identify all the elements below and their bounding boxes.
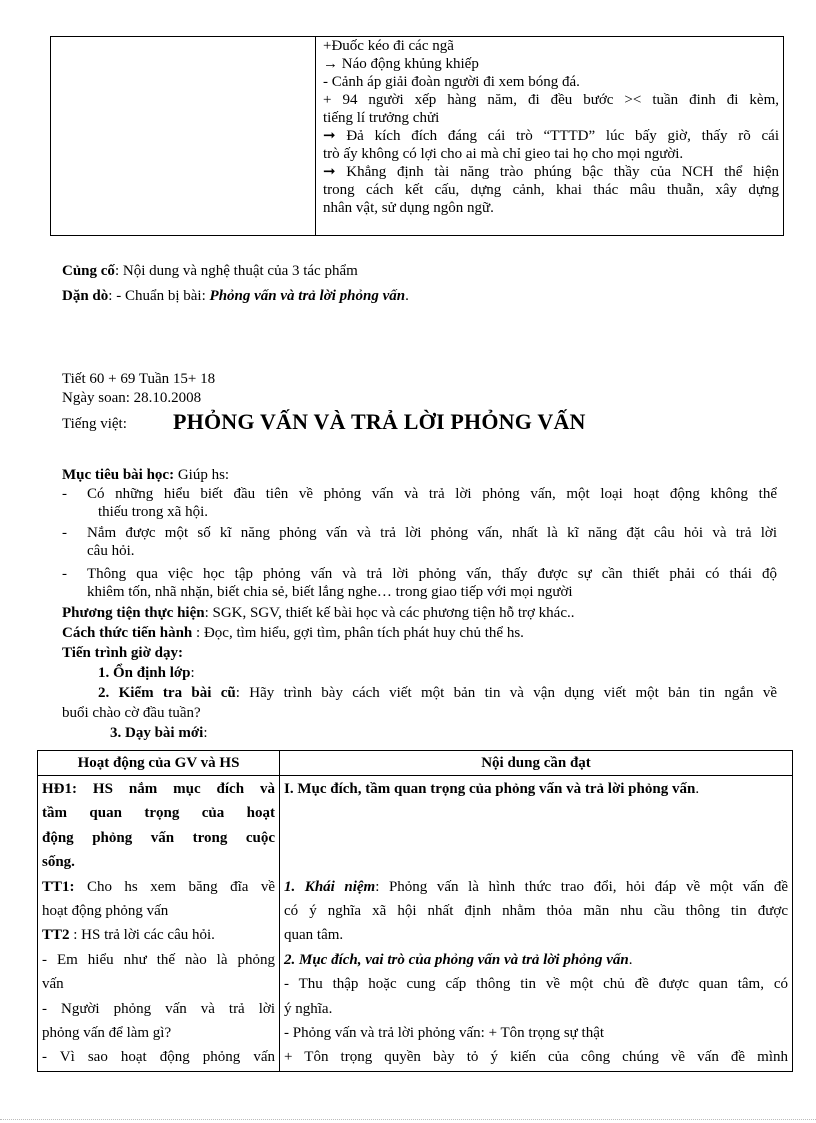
tt2-text: : HS trả lời các câu hỏi.: [69, 927, 215, 944]
cung-co: [62, 262, 358, 280]
muc-dich-end: .: [628, 951, 633, 968]
table-row: [38, 776, 793, 1072]
bullet-dash: -: [62, 566, 67, 582]
top-table: [50, 36, 784, 236]
text-line: tiếng lí trưởng chửi: [323, 110, 440, 126]
tiet-tuan: Tiết 60 + 69 Tuần 15+ 18: [62, 371, 216, 387]
tien-trinh: Tiến trình giờ dạy:: [62, 645, 183, 661]
list-item-line: thiếu trong xã hội.: [98, 504, 208, 520]
step-2: [98, 684, 777, 702]
step-1: [98, 664, 195, 682]
dan-do: [62, 287, 409, 305]
list-item: [87, 565, 777, 601]
content-line: - Thu thập hoặc cung cấp thông tin về một chủ đề được quan tâm, có: [284, 976, 788, 993]
khai-niem-line3: quan tâm.: [284, 927, 344, 944]
tt2-label: TT2: [42, 927, 70, 944]
col-header-activities: Hoạt động của GV và HS: [38, 751, 280, 776]
question-line: phỏng vấn để làm gì?: [42, 1025, 172, 1042]
dan-do-label: Dặn dò: [62, 288, 109, 304]
muc-tieu-text: Giúp hs:: [174, 467, 230, 483]
cung-co-text: : Nội dung và nghệ thuật của 3 tác phẩm: [114, 263, 358, 279]
tt1-line2: hoạt động phỏng vấn: [42, 903, 169, 920]
dan-do-end: .: [405, 288, 409, 304]
lesson-table: [37, 750, 793, 1072]
page-title: PHỎNG VẤN VÀ TRẢ LỜI PHỎNG VẤN: [173, 409, 586, 434]
page-bottom-rule: [0, 1119, 816, 1120]
ngay-soan: Ngày soan: 28.10.2008: [62, 390, 202, 406]
step-2-text: : Hãy trình bày cách viết một bản tin và vận dụng viết một bản tin ngắn về: [235, 685, 778, 701]
hd1-line: sống.: [42, 854, 75, 871]
bullet-dash: -: [62, 525, 67, 541]
cach-thuc: [62, 624, 524, 642]
mon-hoc: Tiếng việt:: [62, 416, 127, 432]
list-item: [87, 524, 777, 560]
phuong-tien-label: Phương tiện thực hiện: [62, 605, 205, 621]
content-line: + Tôn trọng quyền bày tỏ ý kiến của công chúng về vấn đề mình: [284, 1049, 788, 1066]
question-line: - Vì sao hoạt động phỏng vấn: [42, 1049, 275, 1066]
heading-1-text: I. Mục đích, tầm quan trọng của phỏng vấn và trả lời phỏng vấn: [284, 781, 696, 797]
question-line: - Em hiểu như thế nào là phỏng: [42, 951, 275, 968]
table-header-row: [38, 751, 793, 776]
muc-tieu: [62, 466, 229, 484]
hd1-line: tầm quan trọng của hoạt: [42, 805, 275, 822]
cach-thuc-label: Cách thức tiến hành: [62, 625, 193, 641]
step-3-label: 3. Dạy bài mới: [110, 725, 204, 741]
text-line: +Đuốc kéo đi các ngã: [323, 38, 454, 54]
step-3-text: :: [203, 725, 208, 741]
spacer: [284, 801, 788, 825]
phuong-tien: [62, 604, 574, 622]
muc-dich-heading: [284, 948, 788, 972]
list-item-line: câu hỏi.: [87, 543, 135, 559]
cach-thuc-text: : Đọc, tìm hiểu, gợi tìm, phân tích phát huy chủ thể hs.: [192, 625, 524, 641]
dan-do-text: : - Chuẩn bị bài:: [108, 288, 210, 304]
khai-niem-label: 1. Khái niệm: [284, 878, 376, 895]
text-line: trong cách kết cấu, dựng cảnh, khai thác mâu thuẫn, xây dựng: [323, 182, 779, 198]
top-table-divider: [315, 37, 316, 235]
top-table-right-cell: [323, 37, 779, 217]
khai-niem-line: [284, 875, 788, 899]
text-line: + 94 người xếp hàng năm, đi đều bước >< tuần đinh đi kèm,: [323, 92, 779, 108]
spacer: [284, 826, 788, 850]
bullet-dash: -: [62, 486, 67, 502]
text-line: ➞ Khẳng định tài năng trào phúng bậc thầy của NCH thể hiện: [323, 164, 779, 180]
list-item-line: Nắm được một số kĩ năng phỏng vấn và trả lời phỏng vấn, nhất là kĩ năng đặt câu hỏi và trả lời: [87, 525, 777, 541]
text-line: trò ấy không có lợi cho ai mà chỉ gieo tai họ cho mọi người.: [323, 146, 684, 162]
muc-tieu-label: Mục tiêu bài học:: [62, 467, 175, 483]
col-header-content: Nội dung cần đạt: [280, 751, 793, 776]
tt1-line: [42, 875, 275, 899]
tt1-text: Cho hs xem băng đĩa về: [74, 878, 275, 895]
text-line: ➞ Đả kích đích đáng cái trò “TTTD” lúc bấy giờ, thấy rõ cái: [323, 128, 779, 144]
content-line: - Phỏng vấn và trả lời phỏng vấn: + Tôn trọng sự thật: [284, 1025, 605, 1042]
step-1-text: :: [190, 665, 195, 681]
phuong-tien-text: : SGK, SGV, thiết kế bài học và các phương tiện hỗ trợ khác..: [204, 605, 575, 621]
list-item: [87, 485, 777, 521]
dan-do-italic: Phỏng vấn và trả lời phỏng vấn: [209, 288, 406, 304]
text-line: nhân vật, sử dụng ngôn ngữ.: [323, 200, 494, 216]
muc-dich-label: 2. Mục đích, vai trò của phỏng vấn và trả lời phỏng vấn: [284, 951, 629, 968]
step-1-label: 1. Ổn định lớp: [98, 665, 191, 681]
cung-co-label: Củng cố: [62, 263, 115, 279]
tt2-line: [42, 923, 275, 947]
question-line: - Người phỏng vấn và trả lời: [42, 1000, 275, 1017]
step-2-cont: buổi chào cờ đầu tuần?: [62, 705, 201, 721]
text-line: → Náo động khủng khiếp: [323, 56, 479, 72]
heading-1: [284, 777, 788, 801]
heading-1-end: .: [695, 781, 700, 797]
hd1-line: HĐ1: HS nắm mục đích và: [42, 781, 275, 797]
khai-niem-line2: có ý nghĩa xã hội nhất định nhằm thỏa mãn nhu cầu thông tin được: [284, 903, 788, 920]
question-line: vấn: [42, 976, 64, 993]
tt1-label: TT1:: [42, 878, 75, 895]
hd1-line: động phỏng vấn trong cuộc: [42, 829, 275, 846]
step-3: [110, 724, 207, 742]
text-line: - Cảnh áp giải đoàn người đi xem bóng đá.: [323, 74, 580, 90]
content-cell: [280, 776, 793, 1072]
list-item-line: Có những hiểu biết đầu tiên về phỏng vấn và trả lời phỏng vấn, một loại hoạt động không thể: [87, 486, 777, 502]
step-2-label: 2. Kiểm tra bài cũ: [98, 685, 236, 701]
list-item-line: khiêm tốn, nhã nhặn, biết chia sẻ, biết lắng nghe… trong giao tiếp với mọi người: [87, 584, 573, 600]
khai-niem-text: : Phỏng vấn là hình thức trao đổi, hỏi đáp về một vấn đề: [375, 878, 788, 895]
list-item-line: Thông qua việc học tập phỏng vấn và trả lời phỏng vấn, thấy được sự cần thiết phải có thái độ: [87, 566, 777, 582]
activities-cell: [38, 776, 280, 1072]
content-line: ý nghĩa.: [284, 1000, 333, 1017]
spacer: [284, 850, 788, 874]
